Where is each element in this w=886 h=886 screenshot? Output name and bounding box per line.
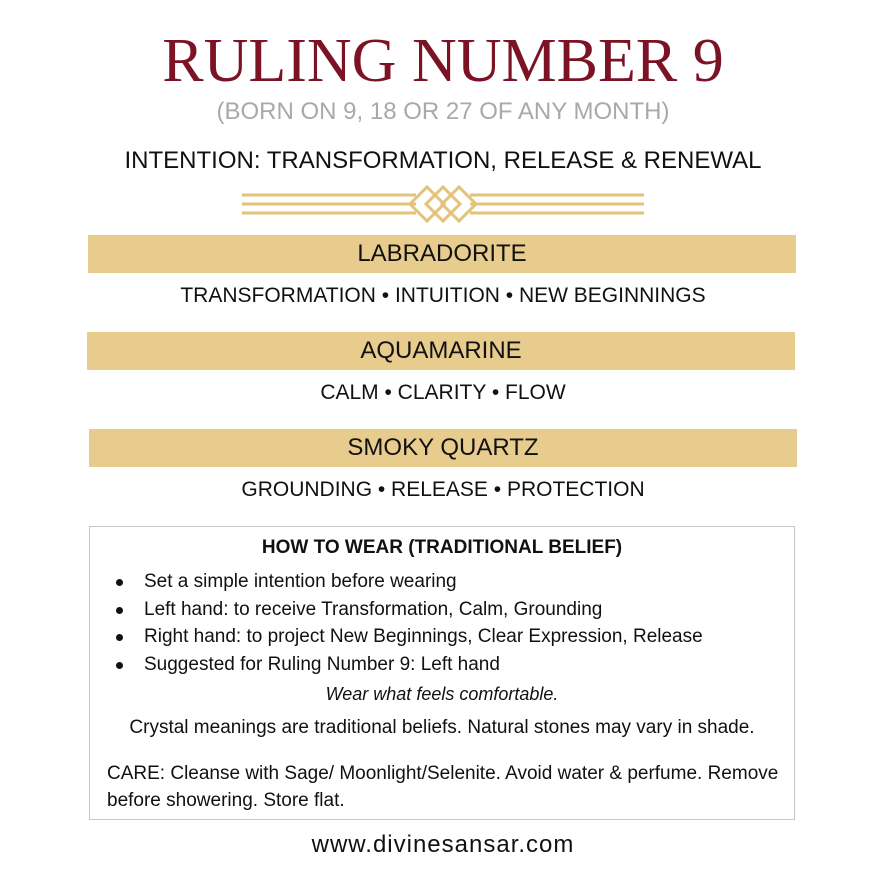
list-item-text: Right hand: to project New Beginnings, Clear Expression, Release — [144, 626, 703, 647]
stone-band-smoky-quartz: SMOKY QUARTZ — [89, 429, 797, 467]
intention-text: INTENTION: TRANSFORMATION, RELEASE & RENEWAL — [124, 147, 762, 174]
list-item-text: Suggested for Ruling Number 9: Left hand — [144, 653, 500, 675]
website-link[interactable]: www.divinesansar.com — [311, 831, 575, 858]
bullet-icon — [116, 607, 123, 614]
page-subtitle: (BORN ON 9, 18 OR 27 OF ANY MONTH) — [216, 98, 670, 125]
how-to-wear-box — [89, 526, 795, 820]
list-item-text: Left hand: to receive Transformation, Calm, Grounding — [144, 598, 603, 620]
list-item — [112, 568, 703, 596]
disclaimer-note: Crystal meanings are traditional beliefs. Natural stones may vary in shade. — [129, 717, 755, 738]
list-item — [112, 651, 703, 679]
care-instructions: CARE: Cleanse with Sage/ Moonlight/Selenite. Avoid water & perfume. Remove before showering. Store flat. — [107, 763, 779, 811]
how-to-wear-heading: HOW TO WEAR (TRADITIONAL BELIEF) — [261, 537, 623, 558]
comfort-note: Wear what feels comfortable. — [325, 684, 559, 704]
page-title: RULING NUMBER 9 — [162, 27, 724, 95]
stone-band-aquamarine: AQUAMARINE — [87, 332, 795, 370]
stone-properties-labradorite: TRANSFORMATION • INTUITION • NEW BEGINNINGS — [180, 284, 706, 307]
bullet-icon — [116, 662, 123, 669]
list-item — [112, 623, 703, 651]
stone-properties-aquamarine: CALM • CLARITY • FLOW — [320, 381, 566, 404]
bullet-icon — [116, 634, 123, 641]
stone-properties-smoky-quartz: GROUNDING • RELEASE • PROTECTION — [241, 478, 645, 501]
list-item — [112, 596, 703, 624]
stone-band-labradorite: LABRADORITE — [88, 235, 796, 273]
decorative-divider — [240, 183, 646, 223]
bullet-icon — [116, 579, 123, 586]
how-to-wear-list — [112, 568, 703, 678]
list-item-text: Set a simple intention before wearing — [144, 571, 457, 592]
